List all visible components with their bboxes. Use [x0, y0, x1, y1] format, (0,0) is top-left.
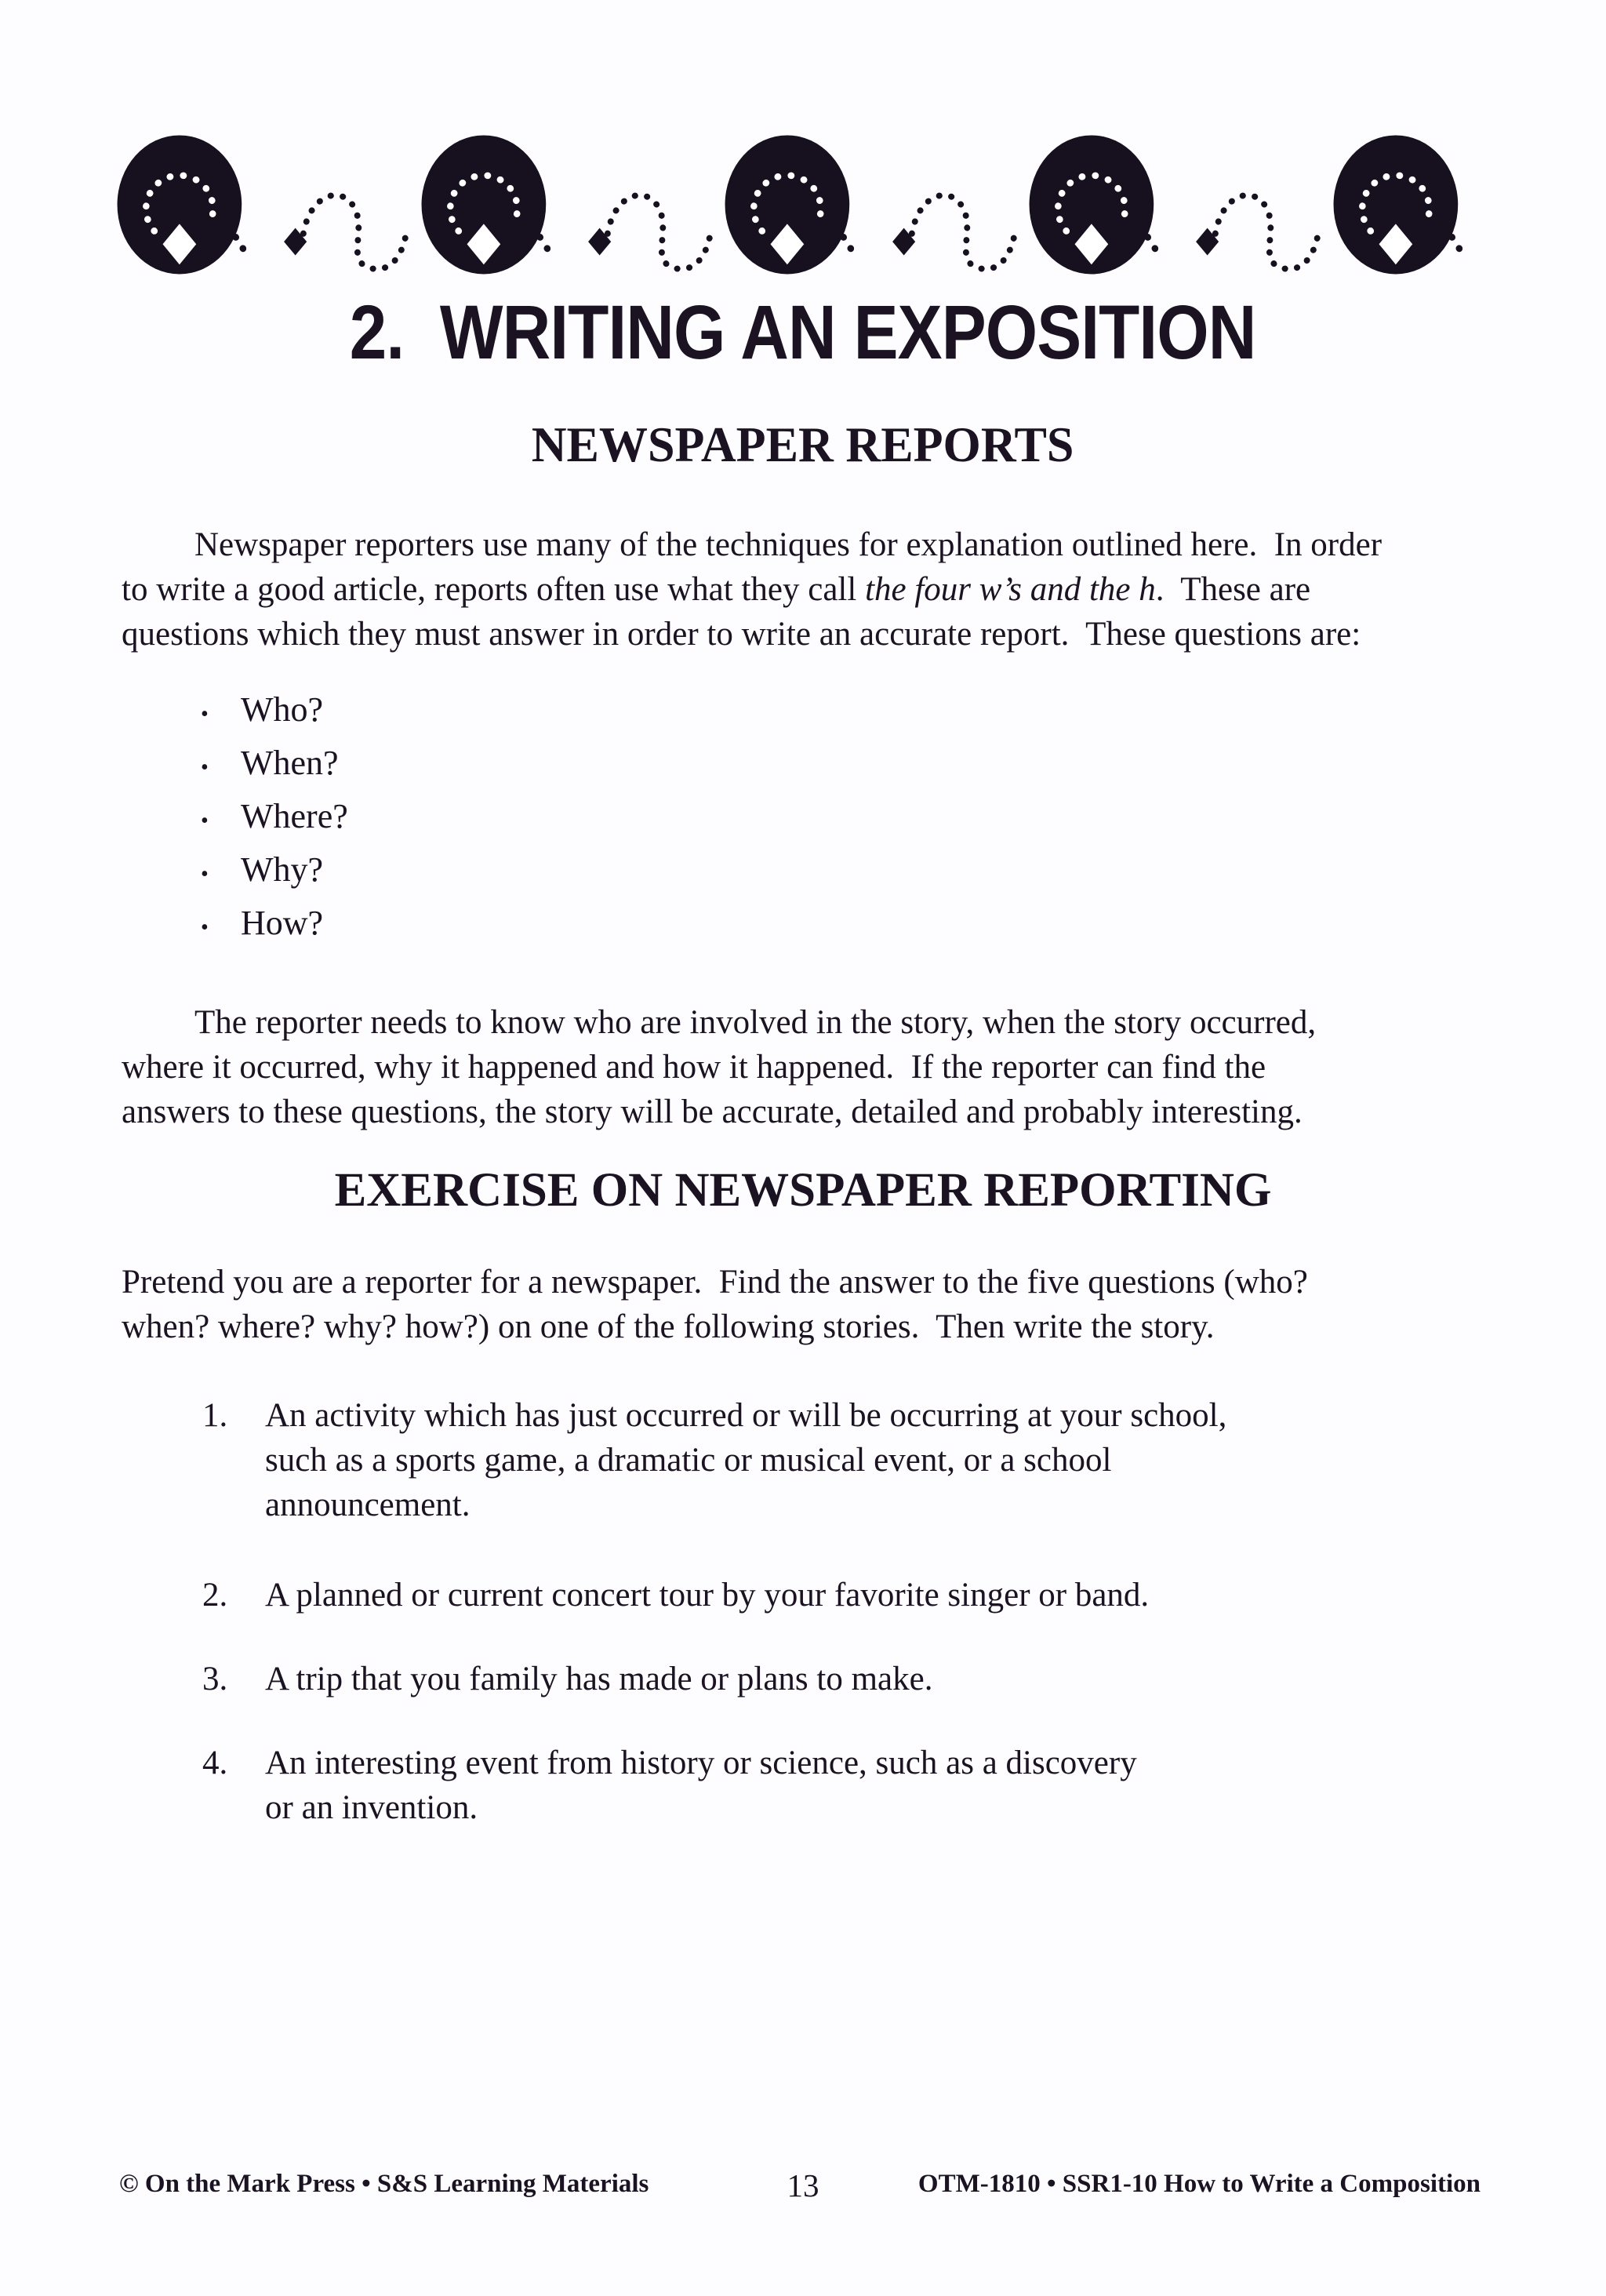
item-line: An interesting event from history or science, such as a discovery — [265, 1745, 1137, 1781]
exercise-intro-paragraph — [122, 1260, 1504, 1349]
at-circle-icon — [116, 132, 274, 282]
paragraph-line: Pretend you are a reporter for a newspaper. Find the answer to the five questions (who? — [122, 1264, 1308, 1301]
list-item — [201, 743, 1606, 796]
section-title-row — [0, 290, 1606, 375]
paragraph-line: when? where? why? how?) on one of the following stories. Then write the story. — [122, 1308, 1215, 1345]
at-circle-icon — [1028, 132, 1186, 282]
swirl-icon — [578, 160, 724, 278]
exercise-heading: EXERCISE ON NEWSPAPER REPORTING — [334, 1164, 1272, 1217]
exercise-heading-row — [0, 1163, 1606, 1219]
list-item — [201, 796, 1606, 850]
page-subtitle: NEWSPAPER REPORTS — [532, 417, 1074, 472]
italic-phrase: the four w’s and the h — [865, 571, 1156, 608]
swirl-icon — [1186, 160, 1332, 278]
item-number: 1. — [202, 1397, 228, 1434]
question-label: Who? — [241, 690, 324, 729]
at-circle-icon — [1332, 132, 1490, 282]
explanation-paragraph — [122, 1000, 1504, 1134]
swirl-icon — [882, 160, 1028, 278]
question-label: When? — [241, 744, 339, 782]
paragraph-line: questions which they must answer in order to write an accurate report. These questions are: — [122, 616, 1361, 653]
list-item — [201, 690, 1606, 743]
item-number: 4. — [202, 1745, 228, 1781]
intro-paragraph — [122, 522, 1504, 657]
item-text — [265, 1741, 1137, 1830]
line-segment: . These are — [1155, 571, 1311, 608]
subtitle-row — [0, 416, 1606, 474]
item-number: 2. — [202, 1577, 228, 1614]
page-number: 13 — [787, 2167, 819, 2203]
bullet-icon: • — [201, 809, 209, 833]
item-number: 3. — [202, 1661, 228, 1697]
at-circle-icon — [724, 132, 881, 282]
question-list — [201, 690, 1606, 956]
exercise-option-list — [202, 1393, 1606, 1830]
item-line: A planned or current concert tour by your favorite singer or band. — [265, 1577, 1150, 1614]
list-item — [202, 1573, 1606, 1617]
decorative-border-band — [116, 132, 1490, 282]
item-line: or an invention. — [265, 1789, 478, 1826]
product-code-text: OTM-1810 • SSR1-10 How to Write a Composition — [917, 2170, 1481, 2198]
paragraph-line: The reporter needs to know who are involved in the story, when the story occurred, — [194, 1004, 1317, 1041]
paragraph-line: answers to these questions, the story will be accurate, detailed and probably interesting. — [122, 1093, 1303, 1130]
line-segment: to write a good article, reports often use what they call — [122, 571, 866, 608]
list-item — [201, 850, 1606, 903]
bullet-icon: • — [201, 915, 209, 940]
item-line: An activity which has just occurred or will be occurring at your school, — [265, 1397, 1227, 1434]
paragraph-line — [122, 567, 1504, 612]
list-item — [202, 1741, 1606, 1830]
bullet-icon: • — [201, 702, 209, 726]
at-circle-icon — [420, 132, 578, 282]
paragraph-line: Newspaper reporters use many of the techniques for explanation outlined here. In order — [194, 526, 1383, 563]
item-line: such as a sports game, a dramatic or musical event, or a school — [265, 1442, 1112, 1479]
item-text — [265, 1657, 932, 1701]
item-text — [265, 1393, 1226, 1527]
question-label: How? — [241, 904, 324, 942]
bullet-icon: • — [201, 862, 209, 886]
list-item — [201, 903, 1606, 956]
item-text — [265, 1573, 1149, 1617]
question-label: Where? — [241, 797, 348, 835]
swirl-icon — [274, 160, 420, 278]
copyright-text: © On the Mark Press • S&S Learning Materials — [119, 2170, 649, 2198]
item-line: announcement. — [265, 1486, 471, 1523]
paragraph-line: where it occurred, why it happened and how it happened. If the reporter can find the — [122, 1049, 1266, 1086]
list-item — [202, 1393, 1606, 1527]
question-label: Why? — [241, 850, 324, 889]
item-line: A trip that you family has made or plans to make. — [265, 1661, 933, 1697]
page-title: 2. WRITING AN EXPOSITION — [350, 289, 1256, 375]
list-item — [202, 1657, 1606, 1701]
bullet-icon: • — [201, 755, 209, 780]
